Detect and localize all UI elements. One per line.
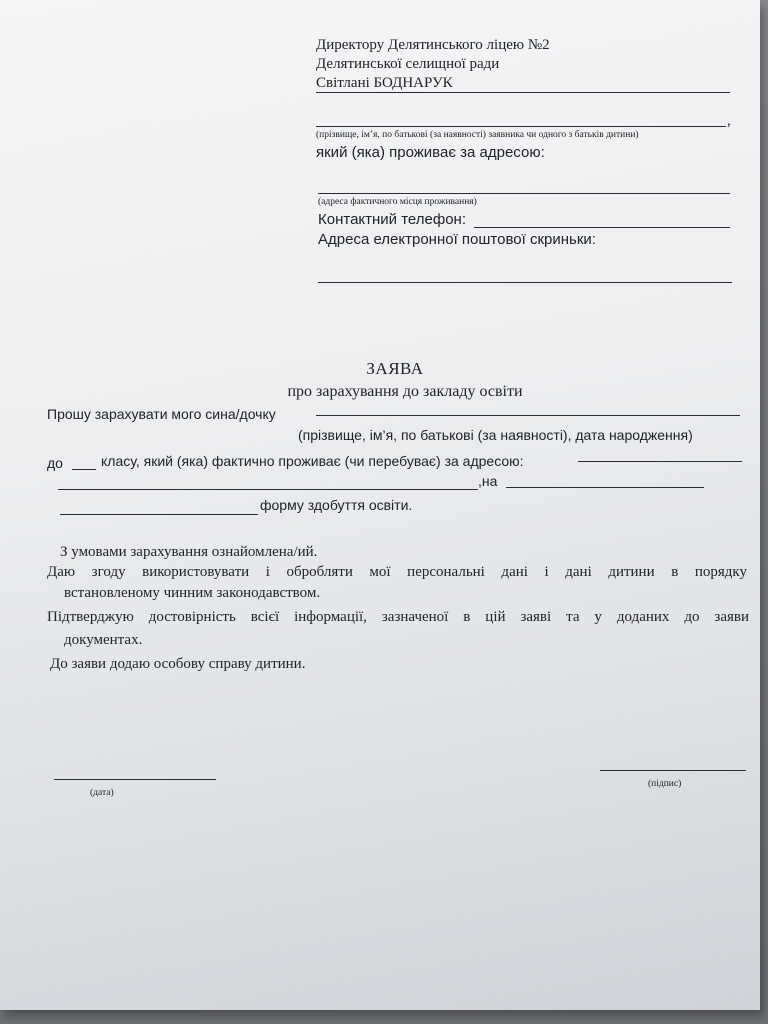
grade-prefix: до <box>47 455 63 471</box>
phone-line[interactable] <box>474 227 730 228</box>
signature-caption: (підпис) <box>648 779 682 789</box>
document-title: ЗАЯВА <box>366 359 424 378</box>
address-line[interactable] <box>318 193 730 194</box>
statement-consent-line-1: Даю згоду використовувати і обробляти мої персональні дані і дані дитини в порядку <box>47 564 747 580</box>
child-address-line-2[interactable] <box>58 489 478 490</box>
grade-number-line[interactable] <box>72 469 96 470</box>
grade-text: класу, який (яка) фактично проживає (чи перебуває) за адресою: <box>101 453 524 469</box>
on-line[interactable] <box>506 487 704 488</box>
child-caption: (прізвище, ім’я, по батькові (за наявності), дата народження) <box>298 427 693 443</box>
signature-line[interactable] <box>600 770 746 771</box>
statement-accuracy-line-2: документах. <box>64 632 143 648</box>
residence-label: який (яка) проживає за адресою: <box>316 144 545 161</box>
addressee-line-2: Делятинської селищної ради <box>316 56 500 72</box>
addressee-name: Світлані БОДНАРУК <box>316 75 453 91</box>
education-form-line[interactable] <box>60 514 258 515</box>
education-form-text: форму здобуття освіти. <box>260 497 413 513</box>
addressee-name-underline <box>316 92 730 93</box>
statement-terms: З умовами зарахування ознайомлена/ий. <box>60 544 318 560</box>
document-subtitle: про зарахування до закладу освіти <box>287 383 523 400</box>
request-text: Прошу зарахувати мого сина/дочку <box>47 406 276 422</box>
address-caption: (адреса фактичного місця проживання) <box>318 197 477 207</box>
phone-label: Контактний телефон: <box>318 211 466 228</box>
email-label: Адреса електронної поштової скриньки: <box>318 231 596 248</box>
applicant-name-line[interactable] <box>316 126 726 127</box>
email-line[interactable] <box>318 282 732 283</box>
on-text: ,на <box>478 473 498 489</box>
applicant-line-comma: , <box>727 113 731 129</box>
statement-consent-line-2: встановленому чинним законодавством. <box>64 585 321 601</box>
date-caption: (дата) <box>90 788 114 798</box>
date-line[interactable] <box>54 779 216 780</box>
addressee-line-1: Директору Делятинського ліцею №2 <box>316 37 550 53</box>
statement-accuracy-line-1: Підтверджую достовірність всієї інформації, зазначеної в цій заяві та у доданих до заяви <box>47 609 749 625</box>
statement-attachment: До заяви додаю особову справу дитини. <box>50 656 306 672</box>
child-address-line-1[interactable] <box>578 461 742 462</box>
child-name-line[interactable] <box>316 415 740 416</box>
applicant-caption: (прізвище, ім’я, по батькові (за наявності) заявника чи одного з батьків дитини) <box>316 130 639 140</box>
